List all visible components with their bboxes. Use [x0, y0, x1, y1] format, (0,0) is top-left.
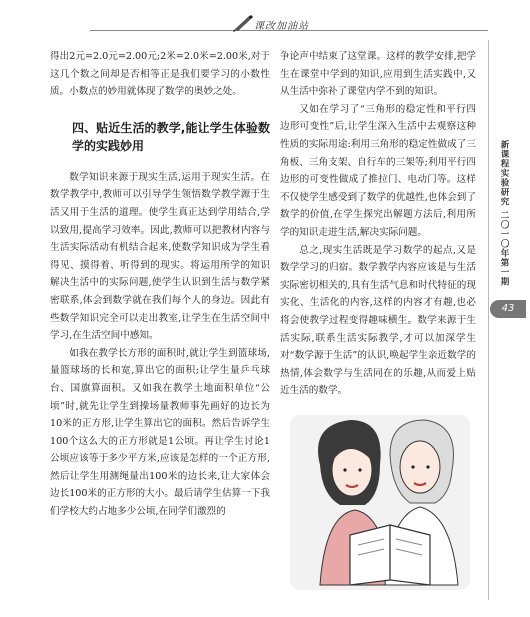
body-paragraph-5: 总之,现实生活既是学习数学的起点,又是数学学习的归宿。数学教学内容应该是与生活实际密切相关的,具有生活气息和时代特征的现实化、生活化的内容,这样的内容才有趣,也必将会使教学过程变得趣味横生。数学来源于生活实际,联系生活实际教学,才可以加深学生对“数学源于生活”的认识,唤起学生亲近数学的热情,体会数学与生活同在的乐趣,从而爱上贴近生活的数学。 — [280, 244, 476, 397]
pen-icon — [232, 14, 254, 32]
journal-name: 新课程实验研究 — [499, 140, 509, 207]
journal-issue: 二〇一〇年第一期 — [499, 210, 509, 287]
section-heading: 四、贴近生活的教学,能让学生体验数学的实践妙用 — [72, 120, 270, 153]
two-women-reading-book-icon — [280, 385, 480, 600]
journal-label — [496, 140, 510, 286]
body-paragraph-2: 如我在教学长方形的面积时,就让学生到篮球场,量篮球场的长和宽,算出它的面积;让学生量乒乓球台、国旗算面积。又如我在教学土地面积单位“公顷”时,就先让学生到操场量教师事先画好的边长为10米的正方形,让学生算出它的面积。然后告诉学生100个这么大的正方形就是1公顷。再让学生讨论1公顷应该等于多少平方米,应该是怎样的一个正方形,然后让学生用测绳量出100米的边长来,让大家体会边长100米的正方形的大小。最后请学生估算一下我们学校大约占地多少公顷,在同学们激烈的 — [50, 347, 270, 518]
page-header — [0, 0, 530, 40]
right-column — [280, 48, 476, 400]
intro-paragraph: 得出2元=2.0元=2.00元;2米=2.0米=2.00米,对于这几个数之间却是否相等正是我们要学习的小数性质。小数点的妙用就体现了数学的奥妙之处。 — [50, 51, 270, 98]
body-paragraph-4: 又如在学习了“三角形的稳定性和平行四边形可变性”后,让学生深入生活中去观察这种性质的实际用途:利用三角形的稳定性做成了三角板、三角支架、自行车的三架等;利用平行四边形的可变性做成了推拉门、电动门等。这样不仅使学生感受到了数学的优越性,也体会到了数学的价值,在学生探究出解题方法后,利用所学的知识走进生活,解决实际问题。 — [280, 103, 476, 238]
page-number: 43 — [490, 300, 526, 318]
body-paragraph-1: 数学知识来源于现实生活,运用于现实生活。在数学教学中,教师可以引导学生领悟数学教学源于生活又用于生活的道理。使学生真正达到学用结合,学以致用,提高学习效率。因此,教师可以把教材内容与生活实际活动有机结合起来,使数学知识成为学生看得见、摸得着、听得到的现实。将运用所学的知识解决生活中的实际问题,使学生认识到生活与数学紧密联系,体会到数学就在我们每个人的身边。因此有些数学知识完全可以走出教室,让学生在生活空间中学习,在生活空间中感知。 — [50, 171, 270, 342]
body-paragraph-3: 争论声中结束了这堂课。这样的教学安排,把学生在课堂中学到的知识,应用到生活实践中,又从生活中弥补了课堂内学不到的知识。 — [280, 51, 476, 98]
left-column — [50, 48, 270, 521]
side-rule — [488, 40, 489, 600]
header-title: 课改加油站 — [254, 21, 309, 32]
